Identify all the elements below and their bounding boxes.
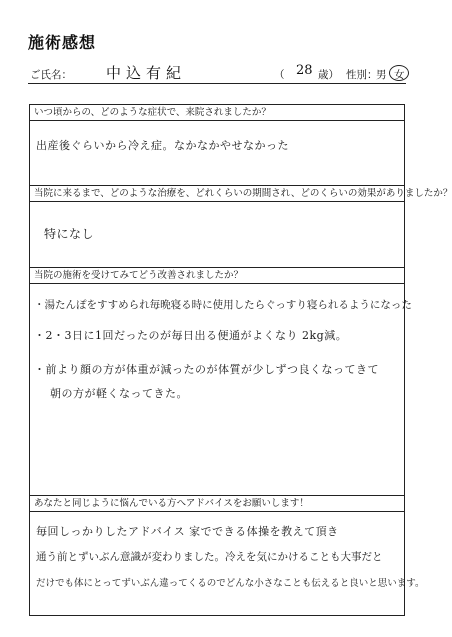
sex-female: 女 (394, 69, 405, 81)
age-open-paren: （ (274, 69, 285, 81)
answer-3-line-2: ・2・3日に1回だったのが毎日出る便通がよくなり 2kg減。 (34, 329, 348, 342)
questionnaire-frame (29, 104, 452, 616)
sex-label: 性別： (346, 69, 378, 81)
answer-1-line-1: 出産後ぐらいから冷え症。なかなかやせなかった (36, 139, 289, 152)
answer-3-line-1: ・湯たんぽをすすめられ毎晩寝る時に使用したらぐっすり寝られるようになった (34, 299, 412, 311)
question-4: あなたと同じように悩んでいる方へアドバイスをお願いします！ (30, 496, 404, 512)
answer-3-line-4: 朝の方が軽くなってきた。 (50, 387, 188, 400)
female-circle-mark (389, 65, 409, 81)
age-unit: 歳） (318, 69, 339, 81)
name-label: ご氏名： (30, 69, 72, 81)
question-1: いつ頃からの、どのような症状で、来院されましたか？ (30, 105, 404, 121)
name-value: 中込有紀 (106, 64, 187, 82)
name-underline (28, 83, 406, 84)
answer-4-line-2: 通う前とずいぶん意識が変わりました。冷えを気にかけることも大事だと (36, 551, 383, 563)
question-2: 当院に来るまで、どのような治療を、どれくらいの期間され、どのくらいの効果がありましたか？ (30, 186, 404, 202)
age-value: 28 (296, 63, 313, 78)
sex-male: 男 (376, 69, 387, 81)
answer-4-line-1: 毎回しっかりしたアドバイス 家でできる体操を教えて頂き (36, 525, 339, 538)
patient-info-row (28, 62, 406, 84)
page-title: 施術感想 (28, 33, 97, 52)
answer-4-line-3: だけでも体にとってずいぶん違ってくるのでどんな小さなことも伝えると良いと思います。 (36, 578, 425, 589)
answer-2-line-1: 特になし (44, 227, 95, 241)
answer-3-line-3: ・前より顔の方が体重が減ったのが体質が少しずつ良くなってきて (34, 363, 379, 376)
question-3: 当院の施術を受けてみてどう改善されましたか？ (30, 268, 404, 284)
